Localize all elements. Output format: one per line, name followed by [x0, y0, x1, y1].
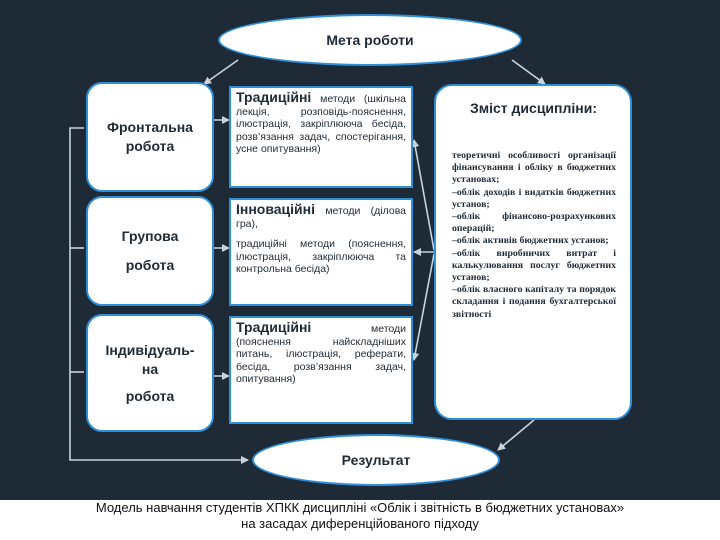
individual-work-line1: Індивідуаль- — [105, 341, 195, 358]
frontal-work-line2: робота — [125, 138, 175, 154]
methods-box-frontal — [229, 86, 413, 188]
group-work-line1: Групова — [121, 228, 179, 244]
arrow-content-to-result — [498, 420, 534, 450]
figure-caption — [0, 500, 720, 532]
content-item: –облік власного капіталу та порядок складання і подання бухгалтерської звітності — [452, 284, 616, 320]
result-ellipse — [252, 434, 500, 486]
frontal-work-line1: Фронтальна — [107, 119, 193, 135]
result-label: Результат — [341, 452, 411, 468]
arrow-content-to-methods3 — [414, 254, 434, 360]
goal-label: Мета роботи — [326, 32, 414, 48]
methods-group-lead: Інноваційні — [236, 201, 316, 217]
arrow-goal-to-content — [512, 60, 545, 84]
group-work-box — [86, 196, 214, 306]
frontal-work-box — [86, 82, 214, 192]
content-item: теоретичні особливості організації фінансування і обліку в бюджетних установах; — [452, 150, 616, 186]
methods-group-text: методи (ділова гра), — [236, 205, 406, 230]
methods-individual-text: методи (пояснення найскладніших питань, ілюстрація, реферати, бесіда, розв’язання задач, опитування) — [236, 323, 406, 385]
individual-work-line2: на — [141, 360, 159, 377]
discipline-content-list — [452, 150, 616, 321]
methods-group-extra: традиційні методи (пояснення, ілюстрація, закріплююча та контрольна бесіда) — [236, 238, 406, 275]
content-item: –облік виробничих витрат і калькулювання послуг бюджетних установ; — [452, 247, 616, 284]
methods-box-individual — [229, 316, 413, 424]
content-item: –облік активів бюджетних установ; — [452, 235, 609, 247]
caption-line2: на засадах диференційованого підходу — [241, 516, 479, 531]
individual-work-box — [86, 314, 214, 432]
methods-individual-lead: Традиційні — [236, 319, 312, 335]
individual-work-line3: робота — [125, 387, 175, 404]
content-item: –облік доходів і видатків бюджетних установ; — [452, 186, 616, 210]
goal-ellipse — [218, 14, 522, 66]
arrow-content-to-methods1 — [414, 140, 434, 250]
methods-frontal-text: методи (шкільна лекція, розповідь-пояснення, ілюстрація, закріплююча бесіда, розв’язання задач, спостерігання, усне опитування) — [236, 93, 406, 155]
discipline-content-box — [434, 84, 632, 420]
group-work-line2: робота — [125, 257, 175, 273]
methods-box-group — [229, 198, 413, 306]
content-item: –облік фінансово-розрахункових операцій; — [452, 211, 616, 235]
arrow-goal-to-frontal — [204, 60, 238, 84]
caption-line1: Модель навчання студентів ХПКК дисципліні «Облік і звітність в бюджетних установах» — [95, 500, 625, 515]
methods-frontal-lead: Традиційні — [236, 89, 312, 105]
discipline-content-title: Зміст дисципліни: — [470, 100, 598, 116]
